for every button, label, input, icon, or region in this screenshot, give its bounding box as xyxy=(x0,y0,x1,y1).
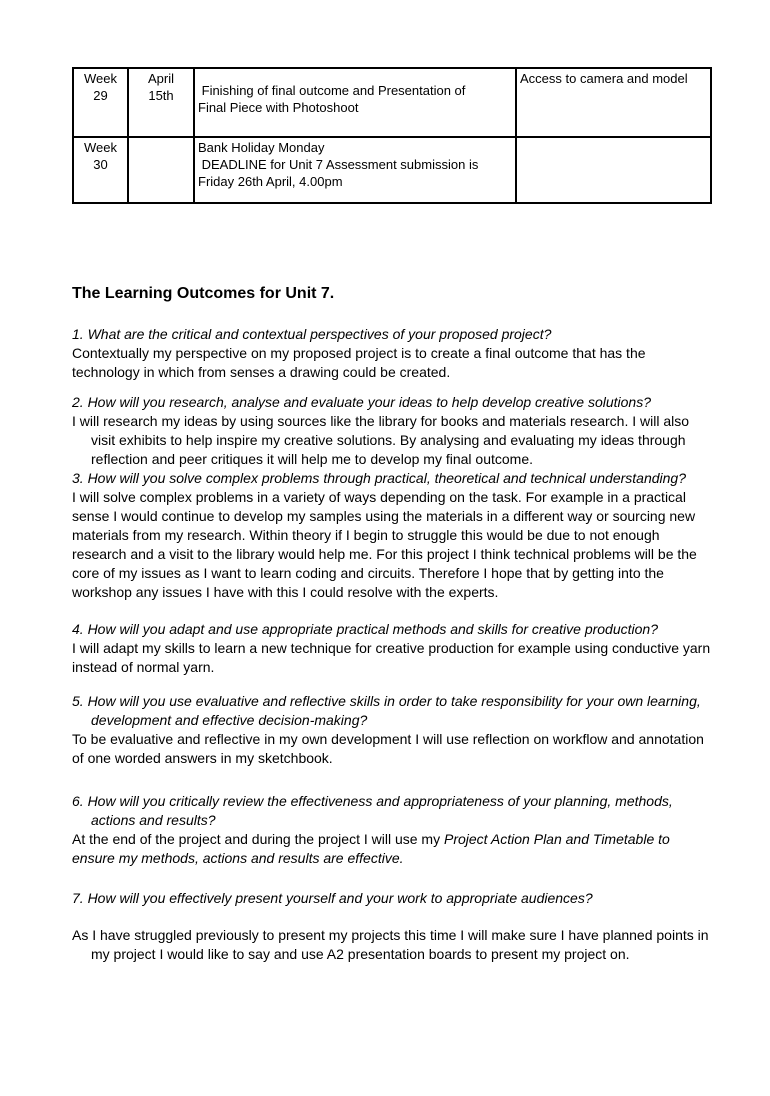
qa-block-4 xyxy=(72,620,713,677)
schedule-table xyxy=(72,67,712,204)
answer-text: I will adapt my skills to learn a new technique for creative production for example using conductive yarn instead of normal yarn. xyxy=(72,640,711,675)
qa-block-1 xyxy=(72,325,713,382)
answer-text: Contextually my perspective on my proposed project is to create a final outcome that has the technology in which from senses a drawing could be created. xyxy=(72,345,646,380)
date-cell xyxy=(128,137,194,203)
answer-text: I will solve complex problems in a variety of ways depending on the task. For example in a practical sense I would continue to develop my samples using the materials in a different way or sourcing new materials from my research. Within theory if I begin to struggle this would be due to not enough research and a visit to the library would help me. For this project I think technical problems will be the core of my issues as I want to learn coding and circuits. Therefore I hope that by getting into the workshop any issues I have with this I could resolve with the experts. xyxy=(72,489,697,600)
answer-text: As I have struggled previously to present my projects this time I will make sure I have planned points in my project I would like to say and use A2 presentation boards to present my project on. xyxy=(72,927,709,962)
question-text: 5. How will you use evaluative and reflective skills in order to take responsibility for your own learning, development and effective decision-making? xyxy=(72,693,701,728)
qa-block-3 xyxy=(72,469,713,602)
question-text: 7. How will you effectively present yourself and your work to appropriate audiences? xyxy=(72,890,593,906)
resources-cell xyxy=(516,137,711,203)
answer-text: To be evaluative and reflective in my own development I will use reflection on workflow and annotation of one worded answers in my sketchbook. xyxy=(72,731,704,766)
question-text: 1. What are the critical and contextual perspectives of your proposed project? xyxy=(72,326,552,342)
question-text: 4. How will you adapt and use appropriate practical methods and skills for creative production? xyxy=(72,621,658,637)
qa-block-7 xyxy=(72,889,713,964)
question-text: 3. How will you solve complex problems through practical, theoretical and technical understanding? xyxy=(72,470,686,486)
activity-cell: Bank Holiday Monday DEADLINE for Unit 7 Assessment submission is Friday 26th April, 4.00pm xyxy=(194,137,516,203)
answer-text: I will research my ideas by using sources like the library for books and materials research. I will also visit exhibits to help inspire my creative solutions. By analysing and evaluating my ideas through reflection and peer critiques it will help me to develop my final outcome. xyxy=(72,413,690,467)
qa-block-5 xyxy=(72,692,713,768)
answer-regular-part: At the end of the project and during the project I will use my xyxy=(72,831,444,847)
table-row-week-29 xyxy=(73,68,711,137)
qa-block-2 xyxy=(72,393,713,469)
question-text: 2. How will you research, analyse and evaluate your ideas to help develop creative solutions? xyxy=(72,394,652,410)
week-cell: Week 30 xyxy=(73,137,128,203)
answer-text xyxy=(72,830,713,868)
resources-cell: Access to camera and model xyxy=(516,68,711,137)
section-heading: The Learning Outcomes for Unit 7. xyxy=(72,285,335,302)
qa-block-6 xyxy=(72,792,713,868)
date-cell: April 15th xyxy=(128,68,194,137)
question-text: 6. How will you critically review the effectiveness and appropriateness of your planning, methods, actions and results? xyxy=(72,793,673,828)
answer-italic-part: Project Action Plan and Timetable to ensure my methods, actions and results are effective. xyxy=(72,831,670,866)
table-row-week-30 xyxy=(73,137,711,203)
week-cell: Week 29 xyxy=(73,68,128,137)
activity-cell: Finishing of final outcome and Presentation of Final Piece with Photoshoot xyxy=(194,68,516,137)
